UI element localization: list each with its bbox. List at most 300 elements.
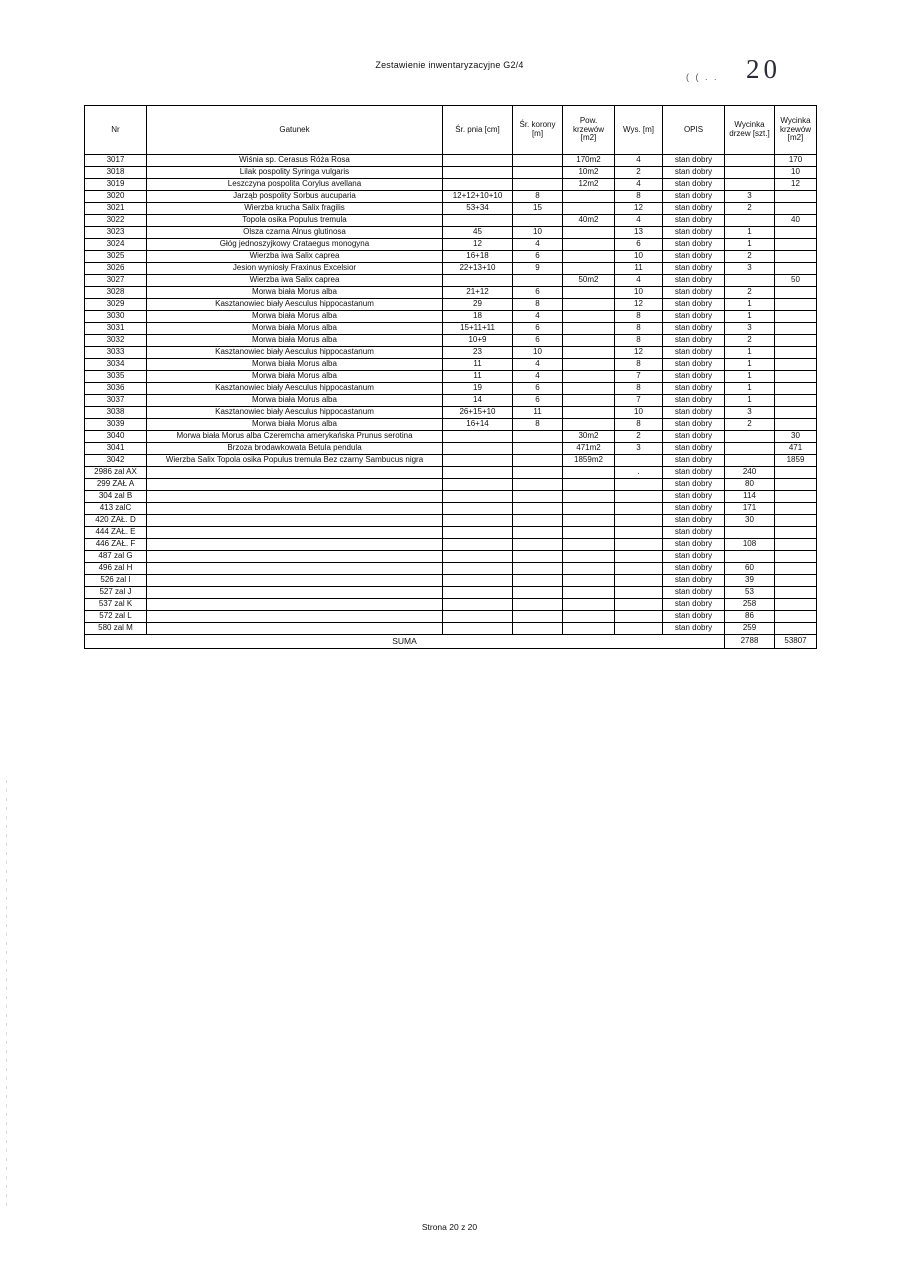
cell-nr: 299 ZAŁ A bbox=[85, 479, 147, 491]
cell-wys bbox=[615, 539, 663, 551]
cell-nr: 446 ZAŁ. F bbox=[85, 539, 147, 551]
cell-sr-korony: 6 bbox=[513, 383, 563, 395]
cell-sr-pnia bbox=[443, 527, 513, 539]
cell-wycinka-krzewow bbox=[775, 263, 817, 275]
cell-wycinka-drzew bbox=[725, 431, 775, 443]
cell-nr: 3038 bbox=[85, 407, 147, 419]
cell-sr-pnia: 19 bbox=[443, 383, 513, 395]
column-header-sr-pnia: Śr. pnia [cm] bbox=[443, 106, 513, 155]
cell-wycinka-drzew: 1 bbox=[725, 371, 775, 383]
cell-pow-krzewow bbox=[563, 539, 615, 551]
cell-sr-korony: 6 bbox=[513, 323, 563, 335]
table-row bbox=[85, 467, 817, 479]
cell-pow-krzewow bbox=[563, 611, 615, 623]
cell-wys: 7 bbox=[615, 371, 663, 383]
cell-gatunek bbox=[147, 467, 443, 479]
cell-sr-pnia: 14 bbox=[443, 395, 513, 407]
cell-gatunek: Kasztanowiec biały Aesculus hippocastanum bbox=[147, 299, 443, 311]
cell-sr-korony bbox=[513, 215, 563, 227]
cell-nr: 3027 bbox=[85, 275, 147, 287]
cell-sr-pnia: 12+12+10+10 bbox=[443, 191, 513, 203]
cell-sr-pnia bbox=[443, 539, 513, 551]
cell-wycinka-drzew: 2 bbox=[725, 203, 775, 215]
cell-opis: stan dobry bbox=[663, 227, 725, 239]
cell-wycinka-drzew bbox=[725, 155, 775, 167]
column-header-opis: OPIS bbox=[663, 106, 725, 155]
cell-sr-korony bbox=[513, 599, 563, 611]
cell-sr-korony bbox=[513, 503, 563, 515]
cell-nr: 3037 bbox=[85, 395, 147, 407]
cell-gatunek: Morwa biała Morus alba bbox=[147, 395, 443, 407]
table-row bbox=[85, 503, 817, 515]
cell-pow-krzewow: 40m2 bbox=[563, 215, 615, 227]
cell-sr-pnia: 16+14 bbox=[443, 419, 513, 431]
page-stamp bbox=[680, 54, 820, 98]
cell-wycinka-krzewow: 12 bbox=[775, 179, 817, 191]
cell-wys: 10 bbox=[615, 287, 663, 299]
cell-pow-krzewow: 50m2 bbox=[563, 275, 615, 287]
table-row bbox=[85, 431, 817, 443]
cell-wys: 12 bbox=[615, 299, 663, 311]
cell-nr: 3040 bbox=[85, 431, 147, 443]
cell-pow-krzewow bbox=[563, 407, 615, 419]
cell-wycinka-krzewow bbox=[775, 239, 817, 251]
cell-gatunek bbox=[147, 587, 443, 599]
cell-sr-korony bbox=[513, 167, 563, 179]
table-row bbox=[85, 239, 817, 251]
cell-wys: 10 bbox=[615, 251, 663, 263]
cell-gatunek bbox=[147, 575, 443, 587]
cell-wycinka-drzew bbox=[725, 455, 775, 467]
table-row bbox=[85, 491, 817, 503]
cell-opis: stan dobry bbox=[663, 359, 725, 371]
cell-opis: stan dobry bbox=[663, 539, 725, 551]
cell-wycinka-krzewow bbox=[775, 587, 817, 599]
cell-nr: 3018 bbox=[85, 167, 147, 179]
cell-opis: stan dobry bbox=[663, 263, 725, 275]
cell-nr: 3029 bbox=[85, 299, 147, 311]
stamp-dots: ( ( . . bbox=[686, 72, 719, 82]
cell-sr-pnia bbox=[443, 179, 513, 191]
table-row bbox=[85, 395, 817, 407]
cell-gatunek: Morwa biała Morus alba bbox=[147, 359, 443, 371]
cell-gatunek bbox=[147, 563, 443, 575]
cell-sr-korony bbox=[513, 515, 563, 527]
table-row bbox=[85, 275, 817, 287]
cell-sr-korony: 4 bbox=[513, 239, 563, 251]
table-row bbox=[85, 551, 817, 563]
cell-nr: 304 zal B bbox=[85, 491, 147, 503]
cell-nr: 3033 bbox=[85, 347, 147, 359]
cell-opis: stan dobry bbox=[663, 323, 725, 335]
cell-wycinka-krzewow bbox=[775, 323, 817, 335]
cell-sr-korony bbox=[513, 611, 563, 623]
cell-gatunek: Morwa biała Morus alba bbox=[147, 323, 443, 335]
table-row bbox=[85, 575, 817, 587]
cell-opis: stan dobry bbox=[663, 551, 725, 563]
cell-pow-krzewow bbox=[563, 623, 615, 635]
cell-gatunek: Kasztanowiec biały Aesculus hippocastanum bbox=[147, 347, 443, 359]
table-row bbox=[85, 167, 817, 179]
cell-gatunek: Jarząb pospolity Sorbus aucuparia bbox=[147, 191, 443, 203]
cell-wycinka-drzew bbox=[725, 275, 775, 287]
cell-sr-pnia bbox=[443, 623, 513, 635]
cell-nr: 3017 bbox=[85, 155, 147, 167]
cell-sr-pnia bbox=[443, 575, 513, 587]
cell-wycinka-drzew: 2 bbox=[725, 419, 775, 431]
cell-opis: stan dobry bbox=[663, 311, 725, 323]
cell-sr-korony bbox=[513, 575, 563, 587]
cell-pow-krzewow: 1859m2 bbox=[563, 455, 615, 467]
cell-wycinka-drzew: 86 bbox=[725, 611, 775, 623]
cell-wys bbox=[615, 599, 663, 611]
cell-wycinka-drzew bbox=[725, 215, 775, 227]
cell-pow-krzewow bbox=[563, 299, 615, 311]
cell-wycinka-krzewow bbox=[775, 407, 817, 419]
cell-nr: 420 ZAŁ. D bbox=[85, 515, 147, 527]
cell-wycinka-drzew: 2 bbox=[725, 287, 775, 299]
cell-gatunek: Wierzba krucha Salix fragilis bbox=[147, 203, 443, 215]
cell-wys bbox=[615, 479, 663, 491]
table-row bbox=[85, 563, 817, 575]
cell-sr-pnia bbox=[443, 275, 513, 287]
cell-opis: stan dobry bbox=[663, 167, 725, 179]
cell-wys bbox=[615, 563, 663, 575]
cell-nr: 413 zalC bbox=[85, 503, 147, 515]
cell-opis: stan dobry bbox=[663, 419, 725, 431]
page-footer: Strona 20 z 20 bbox=[421, 1222, 478, 1232]
cell-wycinka-krzewow: 170 bbox=[775, 155, 817, 167]
cell-opis: stan dobry bbox=[663, 383, 725, 395]
cell-wys: 4 bbox=[615, 179, 663, 191]
cell-wycinka-krzewow: 1859 bbox=[775, 455, 817, 467]
cell-wycinka-drzew: 1 bbox=[725, 383, 775, 395]
cell-wycinka-drzew bbox=[725, 551, 775, 563]
cell-gatunek: Lilak pospolity Syringa vulgaris bbox=[147, 167, 443, 179]
cell-wys: 8 bbox=[615, 323, 663, 335]
cell-opis: stan dobry bbox=[663, 155, 725, 167]
cell-wycinka-krzewow bbox=[775, 203, 817, 215]
cell-wycinka-krzewow bbox=[775, 527, 817, 539]
cell-pow-krzewow bbox=[563, 395, 615, 407]
cell-pow-krzewow: 30m2 bbox=[563, 431, 615, 443]
cell-wys bbox=[615, 455, 663, 467]
cell-sr-korony bbox=[513, 467, 563, 479]
cell-gatunek: Wierzba iwa Salix caprea bbox=[147, 251, 443, 263]
cell-nr: 3024 bbox=[85, 239, 147, 251]
cell-wycinka-krzewow bbox=[775, 611, 817, 623]
cell-nr: 444 ZAŁ. E bbox=[85, 527, 147, 539]
cell-gatunek bbox=[147, 611, 443, 623]
cell-wycinka-krzewow bbox=[775, 371, 817, 383]
cell-wycinka-drzew: 114 bbox=[725, 491, 775, 503]
table-row bbox=[85, 479, 817, 491]
table-summary-row bbox=[85, 635, 817, 649]
table-row bbox=[85, 263, 817, 275]
cell-nr: 580 zal M bbox=[85, 623, 147, 635]
cell-opis: stan dobry bbox=[663, 515, 725, 527]
cell-opis: stan dobry bbox=[663, 443, 725, 455]
cell-wycinka-drzew: 1 bbox=[725, 299, 775, 311]
cell-pow-krzewow bbox=[563, 599, 615, 611]
cell-sr-pnia: 16+18 bbox=[443, 251, 513, 263]
cell-pow-krzewow bbox=[563, 503, 615, 515]
cell-opis: stan dobry bbox=[663, 251, 725, 263]
cell-opis: stan dobry bbox=[663, 347, 725, 359]
cell-wycinka-drzew: 3 bbox=[725, 323, 775, 335]
cell-nr: 2986 zal AX bbox=[85, 467, 147, 479]
cell-pow-krzewow bbox=[563, 383, 615, 395]
cell-wycinka-krzewow bbox=[775, 287, 817, 299]
cell-sr-korony bbox=[513, 179, 563, 191]
cell-pow-krzewow: 12m2 bbox=[563, 179, 615, 191]
cell-sr-korony: 4 bbox=[513, 371, 563, 383]
cell-sr-korony: 8 bbox=[513, 299, 563, 311]
cell-nr: 3035 bbox=[85, 371, 147, 383]
table-row bbox=[85, 287, 817, 299]
summary-wycinka-krzewow: 53807 bbox=[775, 635, 817, 649]
cell-gatunek: Morwa biała Morus alba Czeremcha amerykańska Prunus serotina bbox=[147, 431, 443, 443]
cell-pow-krzewow bbox=[563, 227, 615, 239]
cell-wys: 8 bbox=[615, 359, 663, 371]
table-row bbox=[85, 443, 817, 455]
cell-sr-korony: 11 bbox=[513, 407, 563, 419]
cell-wys: 4 bbox=[615, 275, 663, 287]
cell-gatunek: Morwa biała Morus alba bbox=[147, 371, 443, 383]
cell-gatunek bbox=[147, 503, 443, 515]
cell-nr: 3026 bbox=[85, 263, 147, 275]
cell-sr-korony bbox=[513, 275, 563, 287]
cell-sr-pnia bbox=[443, 563, 513, 575]
cell-opis: stan dobry bbox=[663, 395, 725, 407]
cell-opis: stan dobry bbox=[663, 491, 725, 503]
cell-sr-korony: 9 bbox=[513, 263, 563, 275]
cell-opis: stan dobry bbox=[663, 239, 725, 251]
cell-gatunek: Leszczyna pospolita Corylus avellana bbox=[147, 179, 443, 191]
cell-wycinka-krzewow: 50 bbox=[775, 275, 817, 287]
cell-pow-krzewow bbox=[563, 347, 615, 359]
cell-pow-krzewow bbox=[563, 311, 615, 323]
cell-wycinka-krzewow bbox=[775, 467, 817, 479]
summary-label: SUMA bbox=[85, 635, 725, 649]
table-row bbox=[85, 215, 817, 227]
cell-sr-pnia bbox=[443, 491, 513, 503]
cell-gatunek: Wierzba iwa Salix caprea bbox=[147, 275, 443, 287]
table-row bbox=[85, 227, 817, 239]
cell-sr-pnia: 26+15+10 bbox=[443, 407, 513, 419]
cell-gatunek: Brzoza brodawkowata Betula pendula bbox=[147, 443, 443, 455]
cell-wys: 7 bbox=[615, 395, 663, 407]
cell-sr-korony bbox=[513, 527, 563, 539]
cell-wys bbox=[615, 551, 663, 563]
cell-nr: 3021 bbox=[85, 203, 147, 215]
cell-wycinka-krzewow bbox=[775, 251, 817, 263]
cell-gatunek: Wiśnia sp. Cerasus Róża Rosa bbox=[147, 155, 443, 167]
cell-pow-krzewow bbox=[563, 263, 615, 275]
cell-wycinka-drzew: 2 bbox=[725, 251, 775, 263]
cell-sr-pnia bbox=[443, 443, 513, 455]
cell-wycinka-drzew: 2 bbox=[725, 335, 775, 347]
cell-wycinka-drzew bbox=[725, 179, 775, 191]
cell-gatunek bbox=[147, 623, 443, 635]
cell-sr-pnia bbox=[443, 215, 513, 227]
table-row bbox=[85, 203, 817, 215]
cell-wycinka-krzewow bbox=[775, 539, 817, 551]
cell-wycinka-drzew: 1 bbox=[725, 311, 775, 323]
cell-opis: stan dobry bbox=[663, 179, 725, 191]
table-row bbox=[85, 323, 817, 335]
cell-wycinka-drzew: 3 bbox=[725, 191, 775, 203]
column-header-sr-korony: Śr. korony [m] bbox=[513, 106, 563, 155]
table-row bbox=[85, 191, 817, 203]
table-row bbox=[85, 359, 817, 371]
cell-sr-korony: 4 bbox=[513, 359, 563, 371]
cell-sr-korony: 6 bbox=[513, 251, 563, 263]
cell-gatunek bbox=[147, 599, 443, 611]
cell-gatunek: Morwa biała Morus alba bbox=[147, 311, 443, 323]
cell-wys: 8 bbox=[615, 311, 663, 323]
table-row bbox=[85, 299, 817, 311]
column-header-wys: Wys. [m] bbox=[615, 106, 663, 155]
cell-wys: . bbox=[615, 467, 663, 479]
cell-pow-krzewow bbox=[563, 467, 615, 479]
cell-gatunek: Głóg jednoszyjkowy Crataegus monogyna bbox=[147, 239, 443, 251]
cell-pow-krzewow bbox=[563, 587, 615, 599]
cell-wycinka-krzewow bbox=[775, 335, 817, 347]
cell-sr-pnia: 45 bbox=[443, 227, 513, 239]
cell-wycinka-krzewow: 30 bbox=[775, 431, 817, 443]
cell-gatunek bbox=[147, 539, 443, 551]
cell-opis: stan dobry bbox=[663, 203, 725, 215]
table-row bbox=[85, 407, 817, 419]
table-header-row bbox=[85, 106, 817, 155]
cell-nr: 487 zal G bbox=[85, 551, 147, 563]
cell-wycinka-drzew: 1 bbox=[725, 395, 775, 407]
cell-gatunek bbox=[147, 491, 443, 503]
cell-gatunek bbox=[147, 551, 443, 563]
cell-wys: 2 bbox=[615, 167, 663, 179]
table-row bbox=[85, 371, 817, 383]
cell-wycinka-drzew: 53 bbox=[725, 587, 775, 599]
cell-opis: stan dobry bbox=[663, 287, 725, 299]
column-header-wycinka-krzewow: Wycinka krzewów [m2] bbox=[775, 106, 817, 155]
cell-opis: stan dobry bbox=[663, 407, 725, 419]
cell-opis: stan dobry bbox=[663, 335, 725, 347]
cell-gatunek bbox=[147, 515, 443, 527]
cell-pow-krzewow bbox=[563, 515, 615, 527]
cell-gatunek: Olsza czarna Alnus glutinosa bbox=[147, 227, 443, 239]
cell-sr-pnia bbox=[443, 611, 513, 623]
cell-sr-korony: 6 bbox=[513, 395, 563, 407]
table-row bbox=[85, 527, 817, 539]
cell-pow-krzewow bbox=[563, 419, 615, 431]
cell-pow-krzewow: 471m2 bbox=[563, 443, 615, 455]
column-header-wycinka-drzew: Wycinka drzew [szt.] bbox=[725, 106, 775, 155]
cell-wycinka-drzew: 1 bbox=[725, 359, 775, 371]
cell-wycinka-drzew: 39 bbox=[725, 575, 775, 587]
cell-sr-pnia bbox=[443, 599, 513, 611]
table-row bbox=[85, 179, 817, 191]
cell-wys: 11 bbox=[615, 263, 663, 275]
cell-wys: 8 bbox=[615, 383, 663, 395]
cell-pow-krzewow bbox=[563, 371, 615, 383]
cell-wycinka-drzew: 30 bbox=[725, 515, 775, 527]
table-row bbox=[85, 587, 817, 599]
cell-wycinka-krzewow bbox=[775, 503, 817, 515]
table-row bbox=[85, 335, 817, 347]
cell-wycinka-krzewow bbox=[775, 419, 817, 431]
cell-pow-krzewow bbox=[563, 323, 615, 335]
table-row bbox=[85, 455, 817, 467]
cell-pow-krzewow bbox=[563, 491, 615, 503]
cell-gatunek: Kasztanowiec biały Aesculus hippocastanum bbox=[147, 383, 443, 395]
cell-sr-pnia: 11 bbox=[443, 371, 513, 383]
cell-sr-pnia bbox=[443, 167, 513, 179]
cell-wycinka-drzew: 60 bbox=[725, 563, 775, 575]
cell-sr-korony: 6 bbox=[513, 287, 563, 299]
cell-wycinka-krzewow bbox=[775, 299, 817, 311]
cell-sr-pnia: 12 bbox=[443, 239, 513, 251]
table-row bbox=[85, 155, 817, 167]
cell-sr-korony bbox=[513, 551, 563, 563]
stamp-page-number: 20 bbox=[746, 54, 781, 84]
cell-pow-krzewow: 10m2 bbox=[563, 167, 615, 179]
document-header-title: Zestawienie inwentaryzacyjne G2/4 bbox=[375, 60, 524, 70]
cell-wycinka-krzewow bbox=[775, 383, 817, 395]
cell-pow-krzewow bbox=[563, 551, 615, 563]
scan-artifact-line bbox=[6, 780, 7, 1210]
cell-sr-pnia: 21+12 bbox=[443, 287, 513, 299]
cell-gatunek: Topola osika Populus tremula bbox=[147, 215, 443, 227]
cell-nr: 496 zal H bbox=[85, 563, 147, 575]
cell-nr: 3034 bbox=[85, 359, 147, 371]
cell-wys bbox=[615, 623, 663, 635]
cell-opis: stan dobry bbox=[663, 467, 725, 479]
cell-wycinka-krzewow: 471 bbox=[775, 443, 817, 455]
cell-sr-korony bbox=[513, 431, 563, 443]
cell-opis: stan dobry bbox=[663, 503, 725, 515]
cell-wycinka-krzewow bbox=[775, 479, 817, 491]
cell-wycinka-krzewow bbox=[775, 575, 817, 587]
table-row bbox=[85, 539, 817, 551]
cell-sr-pnia: 22+13+10 bbox=[443, 263, 513, 275]
inventory-table-wrap bbox=[84, 105, 816, 649]
cell-nr: 3041 bbox=[85, 443, 147, 455]
cell-pow-krzewow bbox=[563, 287, 615, 299]
cell-sr-pnia: 11 bbox=[443, 359, 513, 371]
cell-wycinka-drzew bbox=[725, 527, 775, 539]
table-row bbox=[85, 599, 817, 611]
cell-nr: 526 zal I bbox=[85, 575, 147, 587]
cell-opis: stan dobry bbox=[663, 455, 725, 467]
cell-sr-pnia: 18 bbox=[443, 311, 513, 323]
cell-sr-pnia bbox=[443, 503, 513, 515]
cell-sr-pnia bbox=[443, 155, 513, 167]
cell-sr-korony bbox=[513, 443, 563, 455]
table-head bbox=[85, 106, 817, 155]
cell-gatunek bbox=[147, 527, 443, 539]
cell-wycinka-krzewow bbox=[775, 227, 817, 239]
cell-sr-korony bbox=[513, 587, 563, 599]
cell-nr: 3036 bbox=[85, 383, 147, 395]
table-row bbox=[85, 515, 817, 527]
cell-sr-pnia: 10+9 bbox=[443, 335, 513, 347]
column-header-nr: Nr bbox=[85, 106, 147, 155]
cell-wycinka-drzew: 1 bbox=[725, 227, 775, 239]
cell-nr: 3039 bbox=[85, 419, 147, 431]
cell-pow-krzewow bbox=[563, 203, 615, 215]
cell-wycinka-drzew: 1 bbox=[725, 347, 775, 359]
